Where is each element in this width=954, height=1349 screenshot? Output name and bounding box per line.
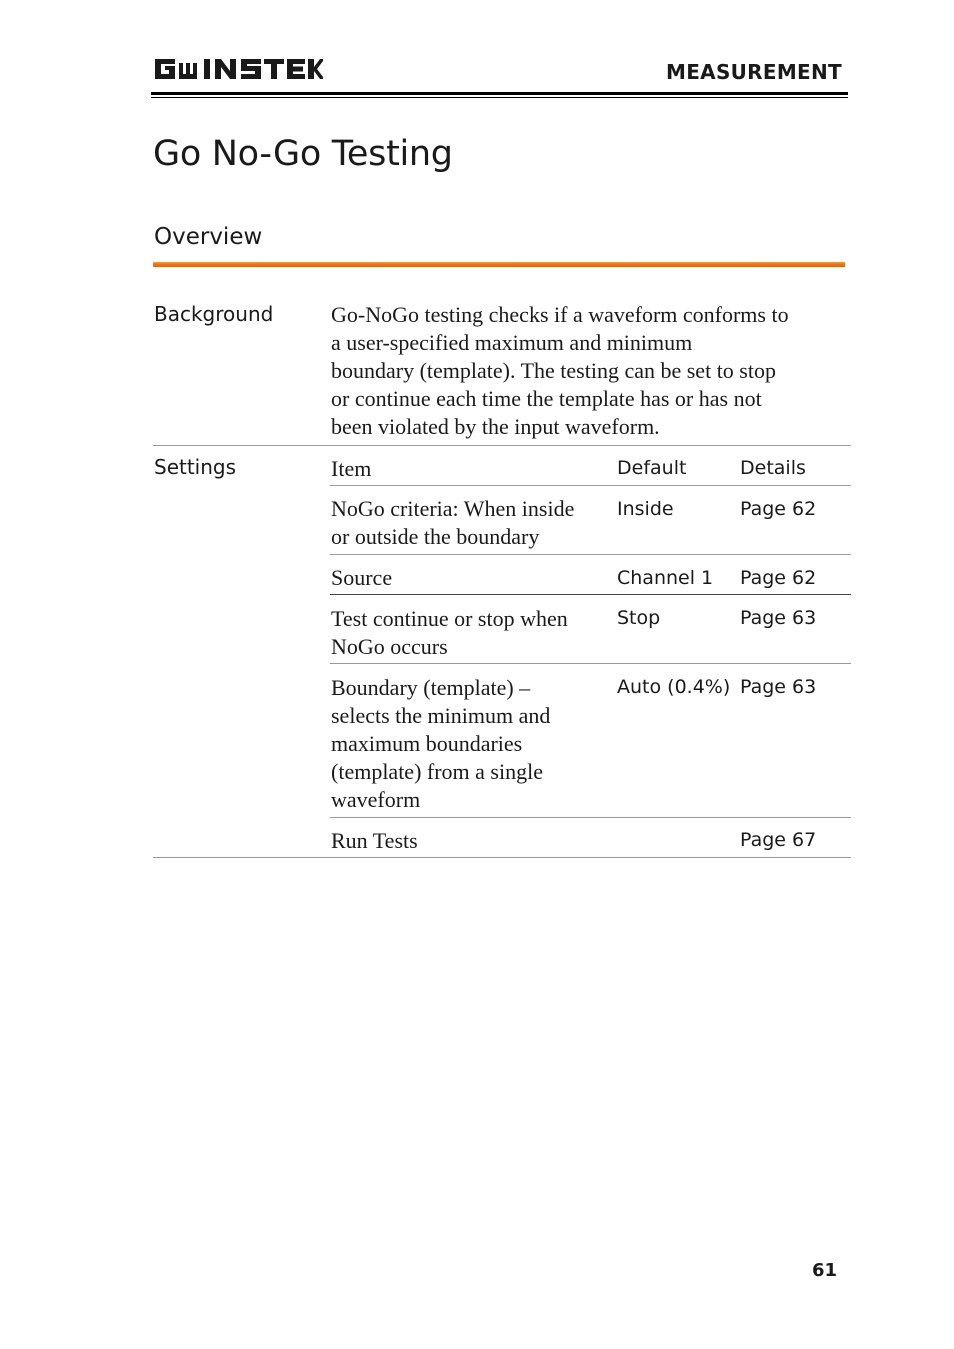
- table-rule: [330, 663, 851, 664]
- table-row-item: NoGo criteria: When inside or outside the boundary: [331, 496, 575, 549]
- header-rule-thin: [151, 97, 848, 98]
- background-line: Go-NoGo testing checks if a waveform conforms to: [331, 302, 789, 327]
- table-row-default: Channel 1: [617, 567, 714, 589]
- section-label: MEASUREMENT: [666, 60, 842, 84]
- table-row-details: Page 63: [740, 676, 817, 698]
- table-rule: [330, 817, 851, 818]
- table-rule: [330, 554, 851, 555]
- background-line: been violated by the input waveform.: [331, 414, 660, 439]
- table-rule: [330, 485, 851, 486]
- page-title: Go No-Go Testing: [153, 134, 453, 174]
- table-row-item: Boundary (template) – selects the minimum and maximum boundaries (template) from a single waveform: [331, 675, 551, 812]
- header-rule: [151, 92, 848, 95]
- background-line: or continue each time the template has or has not: [331, 386, 762, 411]
- background-label: Background: [154, 302, 274, 326]
- orange-divider: [153, 262, 845, 267]
- table-header-default: Default: [617, 457, 687, 479]
- background-line: a user-specified maximum and minimum: [331, 330, 693, 355]
- background-text: [331, 301, 851, 441]
- gw-instek-logo: [153, 55, 323, 88]
- table-row-details: Page 63: [740, 607, 817, 629]
- table-row-details: Page 67: [740, 829, 817, 851]
- page-number: 61: [812, 1260, 838, 1281]
- table-row-item: Source: [331, 565, 393, 590]
- table-row-default: Stop: [617, 607, 661, 629]
- overview-heading: Overview: [154, 224, 263, 250]
- settings-label: Settings: [154, 455, 237, 479]
- background-line: boundary (template). The testing can be set to stop: [331, 358, 776, 383]
- table-header-details: Details: [740, 457, 806, 479]
- table-rule: [330, 594, 851, 595]
- section-divider: [153, 445, 851, 446]
- table-header-item: Item: [331, 456, 372, 481]
- table-row-item: Test continue or stop when NoGo occurs: [331, 606, 568, 659]
- table-row-default: Inside: [617, 498, 674, 520]
- table-row-default: Auto (0.4%): [617, 676, 731, 698]
- table-row-details: Page 62: [740, 498, 817, 520]
- table-row-item: Run Tests: [331, 828, 418, 853]
- section-divider: [153, 857, 851, 858]
- table-row-details: Page 62: [740, 567, 817, 589]
